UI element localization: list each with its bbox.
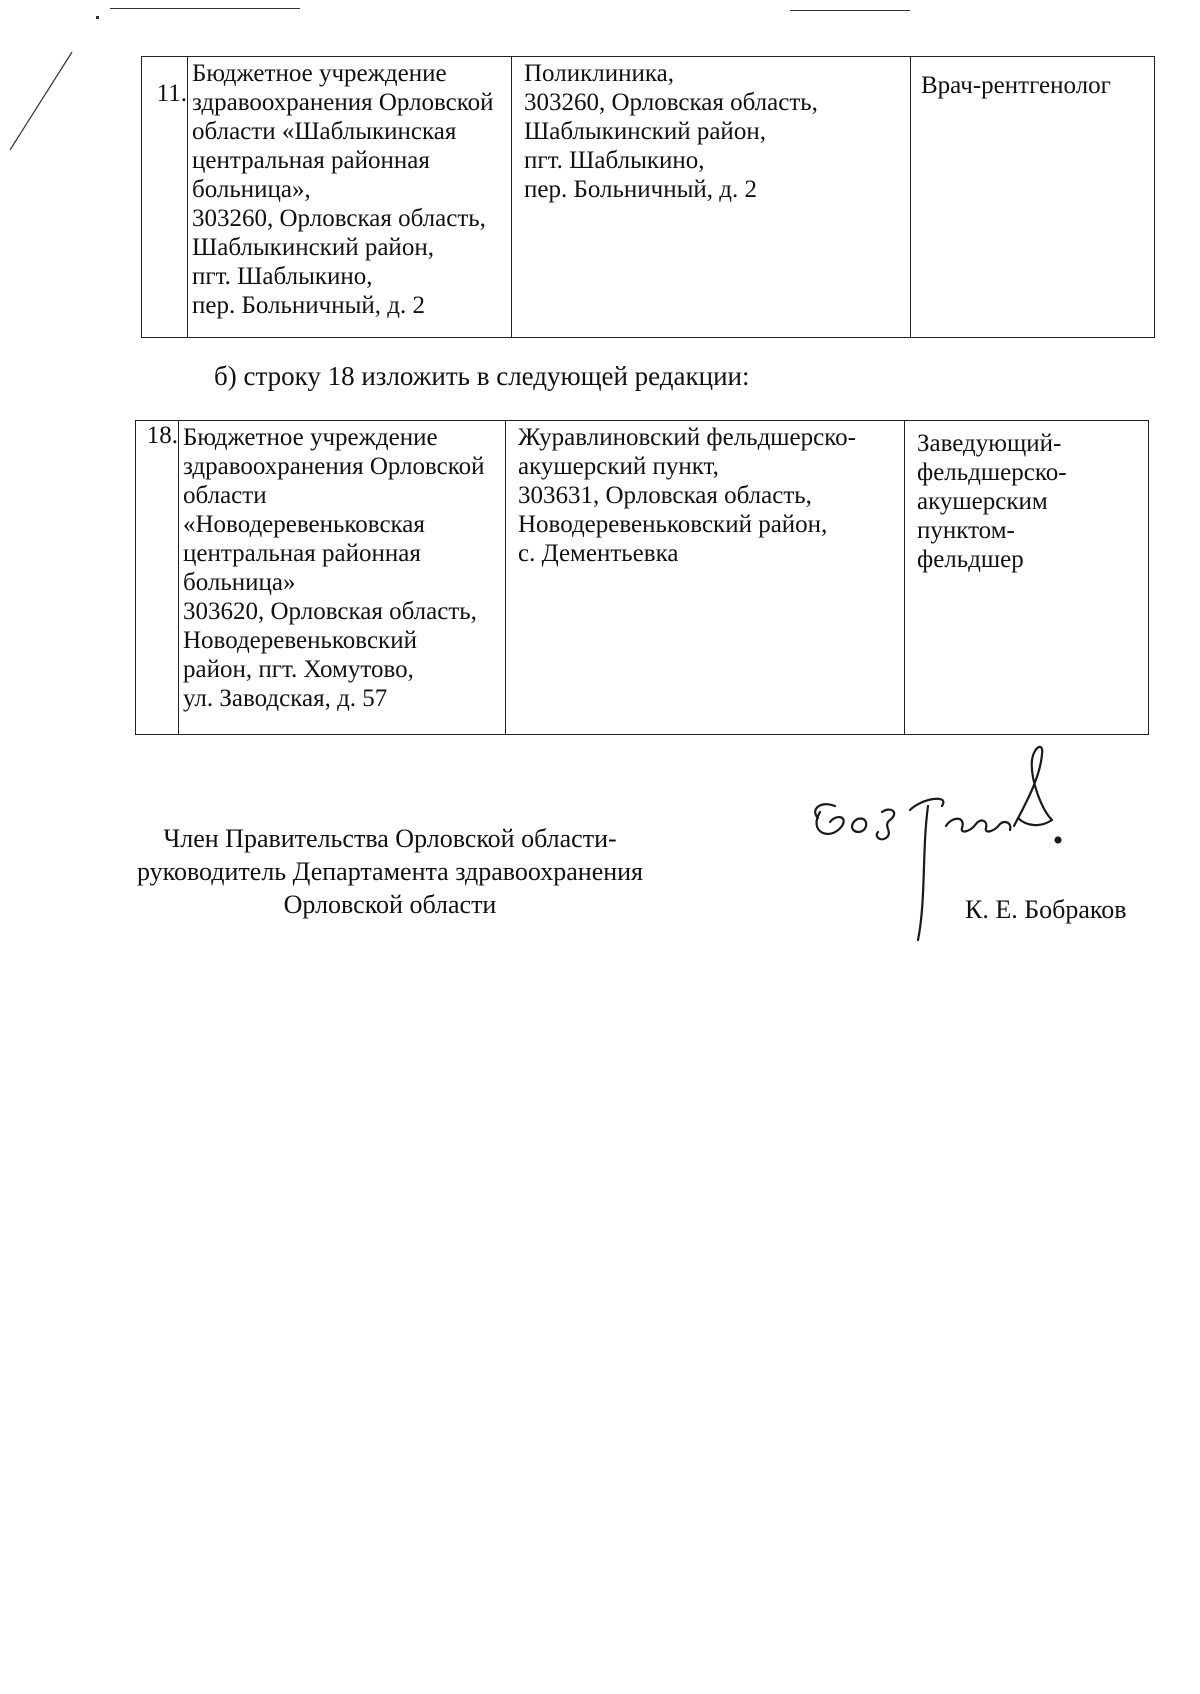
scan-dot xyxy=(96,16,99,19)
text-line: с. Дементьевка xyxy=(518,540,679,567)
text-line: Журавлиновский фельдшерско- xyxy=(518,424,856,451)
text-line: район, пгт. Хомутово, xyxy=(183,656,414,683)
text-line: Бюджетное учреждение xyxy=(183,424,438,451)
text-line: 303260, Орловская область, xyxy=(524,89,818,116)
table-row-18 xyxy=(135,420,1149,735)
text-line: больница», xyxy=(192,176,311,203)
text-line: пер. Больничный, д. 2 xyxy=(524,176,757,203)
row-number: 11. xyxy=(142,57,188,338)
text-line: области «Шаблыкинская xyxy=(192,118,457,145)
text-line: здравоохранения Орловской xyxy=(192,89,494,116)
signer-name: К. Е. Бобраков xyxy=(965,895,1127,924)
text-line: здравоохранения Орловской xyxy=(183,453,485,480)
scan-line-top-right xyxy=(790,10,910,11)
text-line: ул. Заводская, д. 57 xyxy=(183,685,388,712)
text-line: пгт. Шаблыкино, xyxy=(524,147,705,174)
title-line: Орловской области xyxy=(283,890,497,919)
scan-line-top xyxy=(110,8,300,9)
institution-cell xyxy=(188,57,512,338)
scan-pen-stroke xyxy=(0,0,90,160)
text-line: акушерским xyxy=(917,488,1048,515)
text-line: акушерский пункт, xyxy=(518,453,719,480)
text-line: 303631, Орловская область, xyxy=(518,482,812,509)
text-line: области xyxy=(183,482,267,509)
text-line: 303260, Орловская область, xyxy=(192,205,486,232)
text-line: центральная районная xyxy=(192,147,430,174)
position-cell xyxy=(905,421,1149,735)
text-line: Заведующий- xyxy=(917,430,1062,457)
text-line: фельдшерско- xyxy=(917,459,1067,486)
text-line: 303620, Орловская область, xyxy=(183,598,477,625)
text-line: Шаблыкинский район, xyxy=(192,234,434,261)
text-line: «Новодеревеньковская xyxy=(183,511,425,538)
text-line: Шаблыкинский район, xyxy=(524,118,766,145)
text-line: пер. Больничный, д. 2 xyxy=(192,292,425,319)
text-line: больница» xyxy=(183,569,296,596)
title-line: руководитель Департамента здравоохранения xyxy=(136,857,644,886)
location-cell xyxy=(512,57,911,338)
title-line: Член Правительства Орловской области- xyxy=(163,824,617,853)
signatory-title xyxy=(100,822,680,921)
text-line: Новодеревеньковский район, xyxy=(518,511,828,538)
text-line: Бюджетное учреждение xyxy=(192,60,447,87)
location-cell xyxy=(506,421,905,735)
text-line: Новодеревеньковский xyxy=(183,627,417,654)
text-line: пунктом- xyxy=(917,517,1015,544)
text-line: Поликлиника, xyxy=(524,60,674,87)
position-cell xyxy=(911,57,1155,338)
table-row xyxy=(136,421,1149,735)
text-line: центральная районная xyxy=(183,540,421,567)
text-line: фельдшер xyxy=(917,546,1024,573)
text-line: Врач-рентгенолог xyxy=(921,72,1111,99)
handwritten-signature xyxy=(790,740,1090,970)
row-number: 18. xyxy=(136,421,179,735)
amendment-intro: б) строку 18 изложить в следующей редакции: xyxy=(214,361,750,391)
table-row xyxy=(142,57,1155,338)
institution-cell xyxy=(179,421,506,735)
text-line: пгт. Шаблыкино, xyxy=(192,263,373,290)
table-row-11 xyxy=(141,56,1155,338)
